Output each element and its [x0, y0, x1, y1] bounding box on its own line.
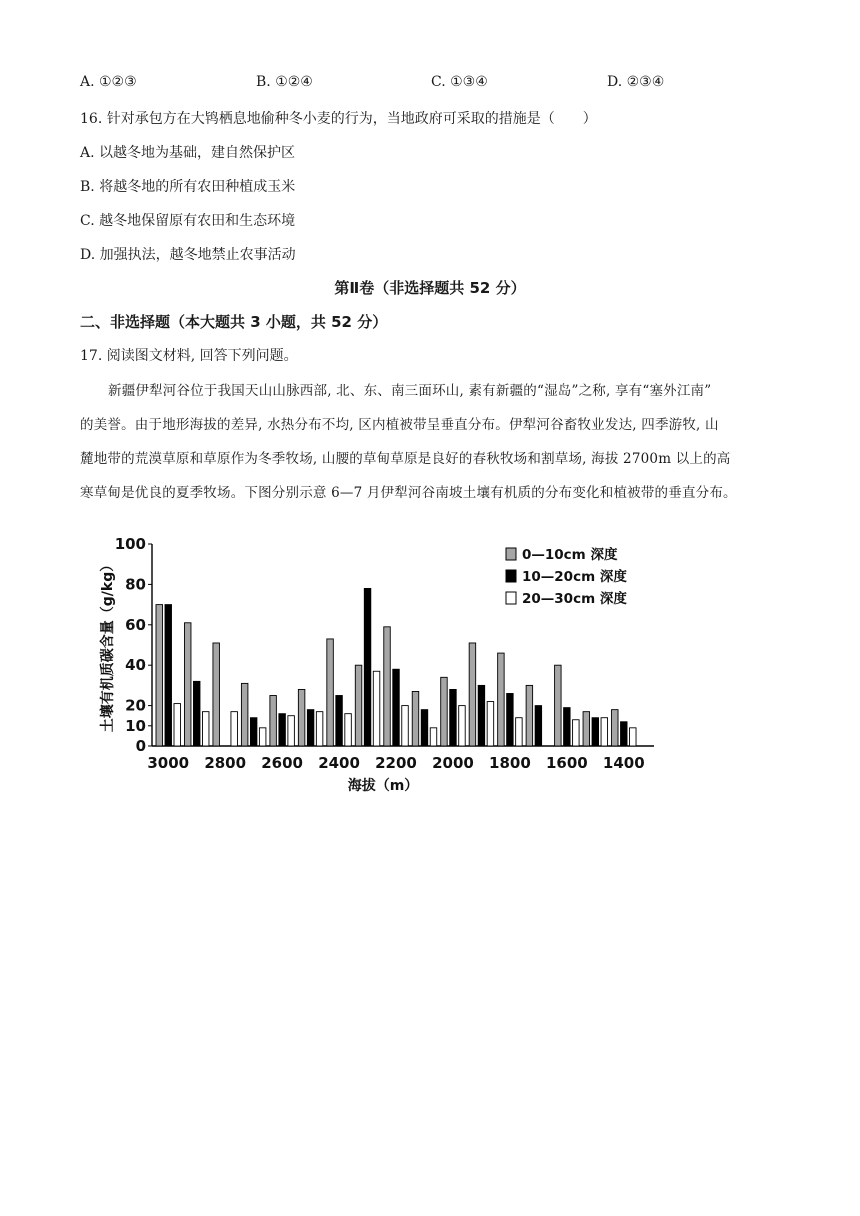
bar: [516, 718, 523, 746]
q15-option-c: C. ①③④: [431, 74, 488, 90]
x-tick-label: 2400: [318, 754, 360, 772]
bar: [231, 712, 238, 746]
q15-option-d: D. ②③④: [607, 74, 665, 90]
bar: [345, 714, 352, 746]
x-tick-label: 2200: [375, 754, 417, 772]
legend-label: 10—20cm 深度: [522, 569, 627, 585]
q16-option-c: C. 越冬地保留原有农田和生态环境: [80, 213, 296, 229]
bar: [564, 708, 571, 746]
bar: [174, 704, 181, 746]
bar: [279, 714, 286, 746]
bar: [459, 706, 466, 746]
q16-option-b: B. 将越冬地的所有农田种植成玉米: [80, 179, 296, 195]
x-tick-label: 1600: [545, 754, 588, 772]
y-tick-label: 40: [125, 656, 146, 675]
y-tick-label: 80: [125, 575, 146, 594]
bar: [535, 706, 542, 746]
q15-option-a: A. ①②③: [80, 74, 137, 90]
bar: [156, 605, 163, 746]
bar: [412, 691, 419, 746]
q15-option-b: B. ①②④: [256, 74, 313, 90]
q16-option-a: A. 以越冬地为基础，建自然保护区: [80, 145, 296, 161]
bar: [250, 718, 256, 746]
y-axis-label: 土壤有机质碳含量（g/kg）: [100, 557, 116, 733]
bar: [165, 605, 172, 746]
bar: [402, 706, 409, 746]
bar: [630, 728, 637, 746]
bar: [621, 722, 628, 746]
bar: [213, 643, 220, 746]
bar: [573, 720, 580, 746]
q17-paragraph-line-1: 新疆伊犁河谷位于我国天山山脉西部, 北、东、南三面环山, 素有新疆的“湿岛”之称, 享有“塞外江南”: [108, 383, 712, 399]
bar: [601, 718, 608, 746]
section-title: 第Ⅱ卷（非选择题共 52 分）: [334, 279, 526, 297]
bar: [307, 710, 314, 746]
bar: [202, 712, 209, 746]
bar: [316, 712, 323, 746]
x-tick-label: 1400: [602, 754, 645, 772]
x-tick-label: 3000: [147, 754, 190, 772]
y-tick-label: 20: [125, 696, 146, 715]
y-tick-label: 0: [135, 737, 146, 755]
bar: [478, 685, 485, 746]
y-tick-label: 10: [125, 716, 146, 735]
y-tick-label: 100: [114, 535, 146, 553]
bar: [469, 643, 476, 746]
bar: [193, 681, 200, 746]
bar: [421, 710, 428, 746]
bar: [241, 683, 248, 746]
bar: [184, 623, 191, 746]
q16-stem: 16. 针对承包方在大鸨栖息地偷种冬小麦的行为，当地政府可采取的措施是（ ）: [80, 111, 597, 127]
q17-stem: 17. 阅读图文材料, 回答下列问题。: [80, 348, 298, 364]
bar: [498, 653, 505, 746]
bar: [487, 702, 494, 746]
legend-label: 0—10cm 深度: [522, 547, 618, 563]
bar: [555, 665, 562, 746]
soil-organic-carbon-chart: [96, 530, 676, 800]
bar: [327, 639, 334, 746]
q17-paragraph-line-3: 麓地带的荒漠草原和草原作为冬季牧场, 山腰的草甸草原是良好的春秋牧场和割草场, 海拔 2700m 以上的高: [80, 451, 731, 467]
x-axis-label: 海拔（m）: [347, 778, 419, 794]
x-tick-label: 2000: [432, 754, 474, 772]
bar: [336, 696, 343, 747]
bar: [441, 677, 448, 746]
bar: [430, 728, 437, 746]
bar: [355, 665, 362, 746]
bar: [259, 728, 266, 746]
bar: [373, 671, 380, 746]
bar: [526, 685, 533, 746]
part-heading: 二、非选择题（本大题共 3 小题，共 52 分）: [80, 313, 388, 331]
q17-paragraph-line-4: 寒草甸是优良的夏季牧场。下图分别示意 6—7 月伊犁河谷南坡土壤有机质的分布变化和植被带的垂直分布。: [80, 485, 737, 501]
bar: [298, 689, 305, 746]
bar: [364, 588, 371, 746]
legend-label: 20—30cm 深度: [522, 591, 627, 607]
q17-paragraph-line-2: 的美誉。由于地形海拔的差异, 水热分布不均, 区内植被带呈垂直分布。伊犁河谷畜牧业发达, 四季游牧, 山: [80, 417, 719, 433]
bar: [592, 718, 599, 746]
bar: [393, 669, 400, 746]
legend-swatch: [506, 570, 516, 582]
y-tick-label: 60: [125, 615, 146, 634]
legend-swatch: [506, 548, 516, 560]
x-tick-label: 2800: [204, 754, 247, 772]
bar: [270, 696, 277, 747]
bar: [612, 710, 619, 746]
bar: [450, 689, 457, 746]
legend-swatch: [506, 592, 516, 604]
bar: [384, 627, 391, 746]
x-tick-label: 1800: [489, 754, 531, 772]
bar: [288, 716, 295, 746]
bar: [507, 693, 514, 746]
q16-option-d: D. 加强执法，越冬地禁止农事活动: [80, 247, 296, 263]
bar: [583, 712, 590, 746]
x-tick-label: 2600: [261, 754, 304, 772]
